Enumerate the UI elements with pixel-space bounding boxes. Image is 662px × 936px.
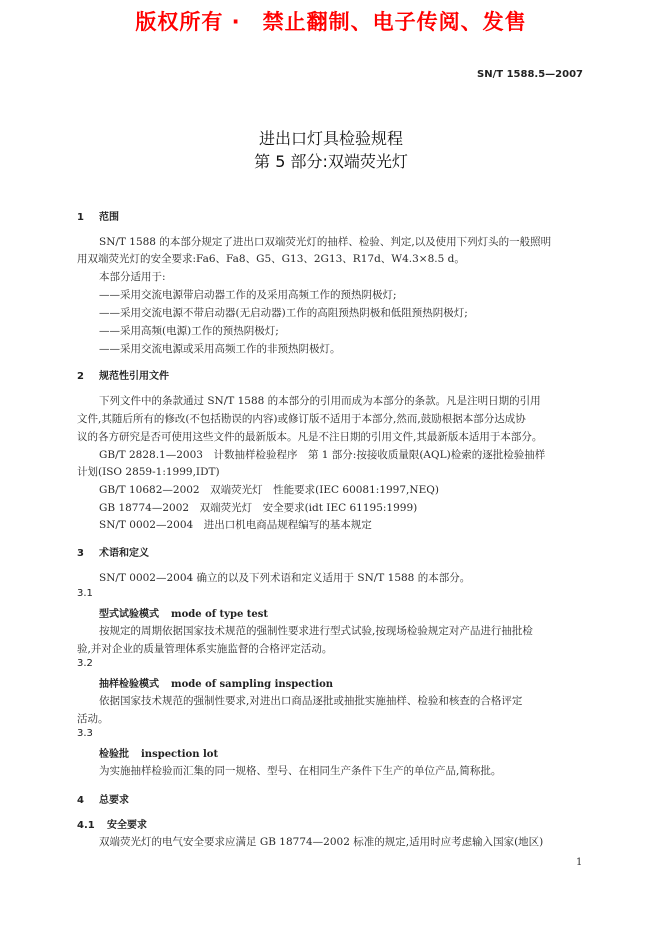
reference-item: SN/T 0002—2004 进出口机电商品规程编写的基本规定 <box>99 519 372 531</box>
section-2-heading <box>77 367 169 382</box>
paragraph-line: 议的各方研究是否可使用这些文件的最新版本。凡是不注日期的引用文件,其最新版本适用于本部分。 <box>77 431 543 443</box>
term-heading <box>99 745 218 760</box>
page-number: 1 <box>576 857 583 868</box>
term-en: inspection lot <box>141 749 219 760</box>
section-number: 1 <box>77 212 84 223</box>
document-number: SN/T 1588.5—2007 <box>477 69 583 80</box>
reference-item: GB 18774—2002 双端荧光灯 安全要求(idt IEC 61195:1999) <box>99 502 418 514</box>
paragraph-line: 本部分适用于: <box>99 271 166 283</box>
term-heading <box>99 675 333 690</box>
term-number: 3.2 <box>77 658 93 669</box>
term-cn: 检验批 <box>99 749 129 760</box>
list-item: ——采用交流电源带启动器工作的及采用高频工作的预热阴极灯; <box>99 289 397 301</box>
definition-line: 验,并对企业的质量管理体系实施监督的合格评定活动。 <box>77 643 333 655</box>
paragraph-line: 用双端荧光灯的安全要求:Fa6、Fa8、G5、G13、2G13、R17d、W4.3×8.5 d。 <box>77 253 465 265</box>
subsection-4-1-heading <box>77 816 147 831</box>
term-number: 3.3 <box>77 728 93 739</box>
subsection-number: 4.1 <box>77 820 95 831</box>
list-item: ——采用交流电源或采用高频工作的非预热阴极灯。 <box>99 343 341 355</box>
list-item: ——采用交流电源不带启动器(无启动器)工作的高阻预热阴极和低阻预热阴极灯; <box>99 307 468 319</box>
definition-line: 按规定的周期依据国家技术规范的强制性要求进行型式试验,按现场检验规定对产品进行抽批检 <box>99 625 533 637</box>
reference-item: 计划(ISO 2859-1:1999,IDT) <box>77 466 220 478</box>
section-3-heading <box>77 544 149 559</box>
definition-line: 依据国家技术规范的强制性要求,对进出口商品逐批或抽批实施抽样、检验和核查的合格评定 <box>99 695 523 707</box>
term-en: mode of type test <box>171 609 269 620</box>
paragraph-line: 文件,其随后所有的修改(不包括勘误的内容)或修订版不适用于本部分,然而,鼓励根据本部分达成协 <box>77 413 526 425</box>
list-item: ——采用高频(电源)工作的预热阴极灯; <box>99 325 279 337</box>
section-number: 3 <box>77 548 84 559</box>
document-subtitle: 第 5 部分:双端荧光灯 <box>254 152 408 171</box>
copyright-banner: 版权所有 · 禁止翻制、电子传阅、发售 <box>135 10 527 34</box>
section-number: 2 <box>77 371 84 382</box>
section-title: 总要求 <box>99 795 129 806</box>
term-cn: 型式试验模式 <box>99 609 159 620</box>
reference-item: GB/T 2828.1—2003 计数抽样检验程序 第 1 部分:按接收质量限(AQL)检索的逐批检验抽样 <box>99 449 546 461</box>
subsection-title: 安全要求 <box>107 820 147 831</box>
section-title: 规范性引用文件 <box>99 371 169 382</box>
term-en: mode of sampling inspection <box>171 679 334 690</box>
section-title: 范围 <box>99 212 119 223</box>
paragraph-line: 下列文件中的条款通过 SN/T 1588 的本部分的引用而成为本部分的条款。凡是注明日期的引用 <box>99 395 541 407</box>
term-number: 3.1 <box>77 588 93 599</box>
paragraph-line: 双端荧光灯的电气安全要求应满足 GB 18774—2002 标准的规定,适用时应考虑输入国家(地区) <box>99 836 544 848</box>
term-cn: 抽样检验模式 <box>99 679 159 690</box>
reference-item: GB/T 10682—2002 双端荧光灯 性能要求(IEC 60081:1997,NEQ) <box>99 484 439 496</box>
definition-line: 为实施抽样检验而汇集的同一规格、型号、在相同生产条件下生产的单位产品,简称批。 <box>99 765 502 777</box>
section-number: 4 <box>77 795 84 806</box>
section-title: 术语和定义 <box>99 548 149 559</box>
definition-line: 活动。 <box>77 713 109 725</box>
paragraph-line: SN/T 1588 的本部分规定了进出口双端荧光灯的抽样、检验、判定,以及使用下列灯头的一般照明 <box>99 236 552 248</box>
section-4-heading <box>77 791 129 806</box>
document-title: 进出口灯具检验规程 <box>258 129 403 148</box>
paragraph-line: SN/T 0002—2004 确立的以及下列术语和定义适用于 SN/T 1588 的本部分。 <box>99 572 471 584</box>
term-heading <box>99 605 268 620</box>
section-1-heading <box>77 208 119 223</box>
